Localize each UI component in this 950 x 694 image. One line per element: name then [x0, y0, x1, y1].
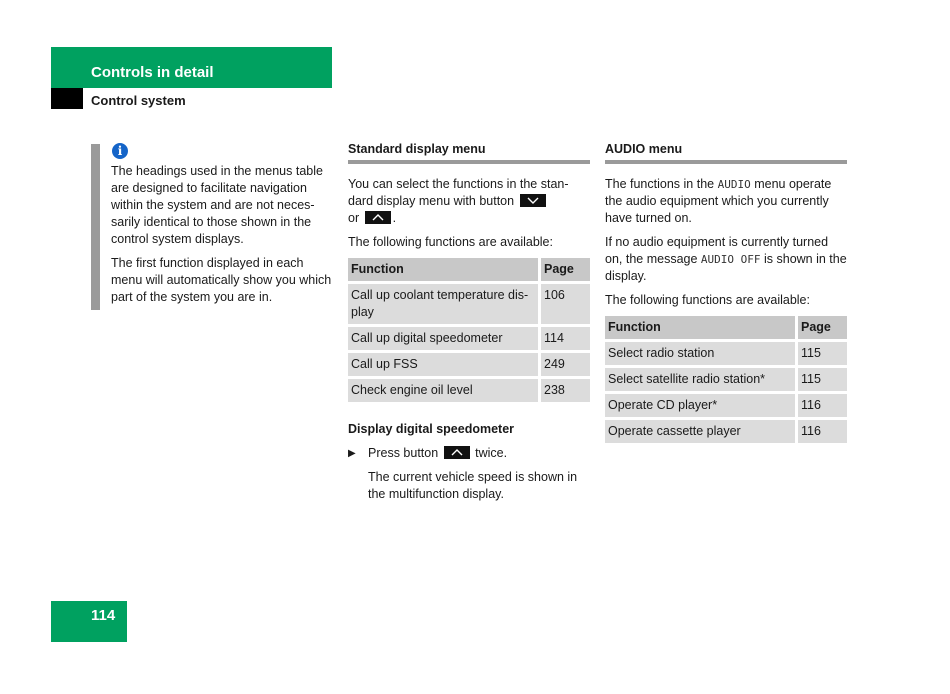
function-cell: Call up FSS: [348, 353, 538, 376]
table-row: [348, 327, 590, 350]
subsection-title: Control system: [91, 93, 186, 108]
step-text: Press button: [368, 446, 439, 460]
function-cell: Call up coolant temperature dis-play: [348, 284, 538, 324]
standard-menu-intro: [348, 176, 590, 227]
audio-text: menu operate the audio equipment which you currently have turned on.: [605, 177, 832, 225]
audio-intro: [605, 176, 847, 227]
function-cell: Check engine oil level: [348, 379, 538, 402]
page-number: [51, 601, 127, 642]
section-header: [51, 47, 332, 88]
step-result: The current vehicle speed is shown in the multifunction display.: [368, 470, 578, 501]
standard-display-section: [348, 141, 590, 510]
up-button-icon: [444, 446, 470, 459]
page-cell: 116: [795, 394, 847, 417]
speedometer-title: Display digital speedometer: [348, 422, 515, 436]
audio-functions-table: [605, 313, 847, 446]
step-suffix: twice.: [475, 446, 508, 460]
bullet-arrow-icon: ▶: [348, 448, 356, 459]
standard-menu-title: Standard display menu: [348, 141, 590, 164]
info-icon: i: [112, 143, 128, 159]
section-title: Controls in detail: [91, 64, 214, 81]
function-cell: Operate cassette player: [605, 420, 795, 443]
standard-functions-table: [348, 255, 590, 405]
down-button-icon: [520, 194, 546, 207]
table-row: [348, 379, 590, 402]
table-row: [605, 394, 847, 417]
table-row: [605, 368, 847, 391]
intro-text: You can select the functions in the stan-dard display menu with button: [348, 177, 569, 208]
page-cell: 106: [538, 284, 590, 324]
available-text: The following functions are available:: [605, 293, 810, 307]
intro-or: or: [348, 211, 360, 225]
table-row: [605, 342, 847, 365]
header-page: Page: [795, 316, 847, 339]
function-cell: Select satellite radio station*: [605, 368, 795, 391]
audio-menu-title: AUDIO menu: [605, 141, 847, 164]
function-cell: Call up digital speedometer: [348, 327, 538, 350]
header-page: Page: [538, 258, 590, 281]
info-note: [111, 163, 333, 313]
page-cell: 114: [538, 327, 590, 350]
audio-off-text: [605, 234, 847, 285]
instruction-step: [348, 445, 590, 462]
note-paragraph: The headings used in the menus table are designed to facilitate navigation within the system and are not neces-sarily identical to those shown in the control system displays.: [111, 164, 323, 246]
page-cell: 249: [538, 353, 590, 376]
table-header-row: [605, 316, 847, 339]
function-cell: Select radio station: [605, 342, 795, 365]
audio-menu-section: [605, 141, 847, 453]
header-function: Function: [348, 258, 538, 281]
page-cell: 115: [795, 342, 847, 365]
up-button-icon: [365, 211, 391, 224]
display-code: AUDIO: [717, 178, 751, 191]
function-cell: Operate CD player*: [605, 394, 795, 417]
header-function: Function: [605, 316, 795, 339]
page-cell: 115: [795, 368, 847, 391]
audio-text: The functions in the: [605, 177, 715, 191]
subsection-marker: [51, 88, 83, 109]
page-cell: 116: [795, 420, 847, 443]
table-row: [605, 420, 847, 443]
audio-text: is shown in the display.: [605, 252, 847, 283]
note-bar: [91, 144, 100, 310]
page-number-text: 114: [91, 607, 116, 624]
note-paragraph: The first function displayed in each menu will automatically show you which part of the system you are in.: [111, 256, 332, 304]
available-text: The following functions are available:: [348, 235, 553, 249]
table-row: [348, 284, 590, 324]
table-row: [348, 353, 590, 376]
table-header-row: [348, 258, 590, 281]
display-code: AUDIO OFF: [700, 253, 761, 266]
page-cell: 238: [538, 379, 590, 402]
audio-text: If no audio equipment is currently turned on, the message: [605, 235, 829, 266]
intro-end: .: [392, 211, 397, 225]
